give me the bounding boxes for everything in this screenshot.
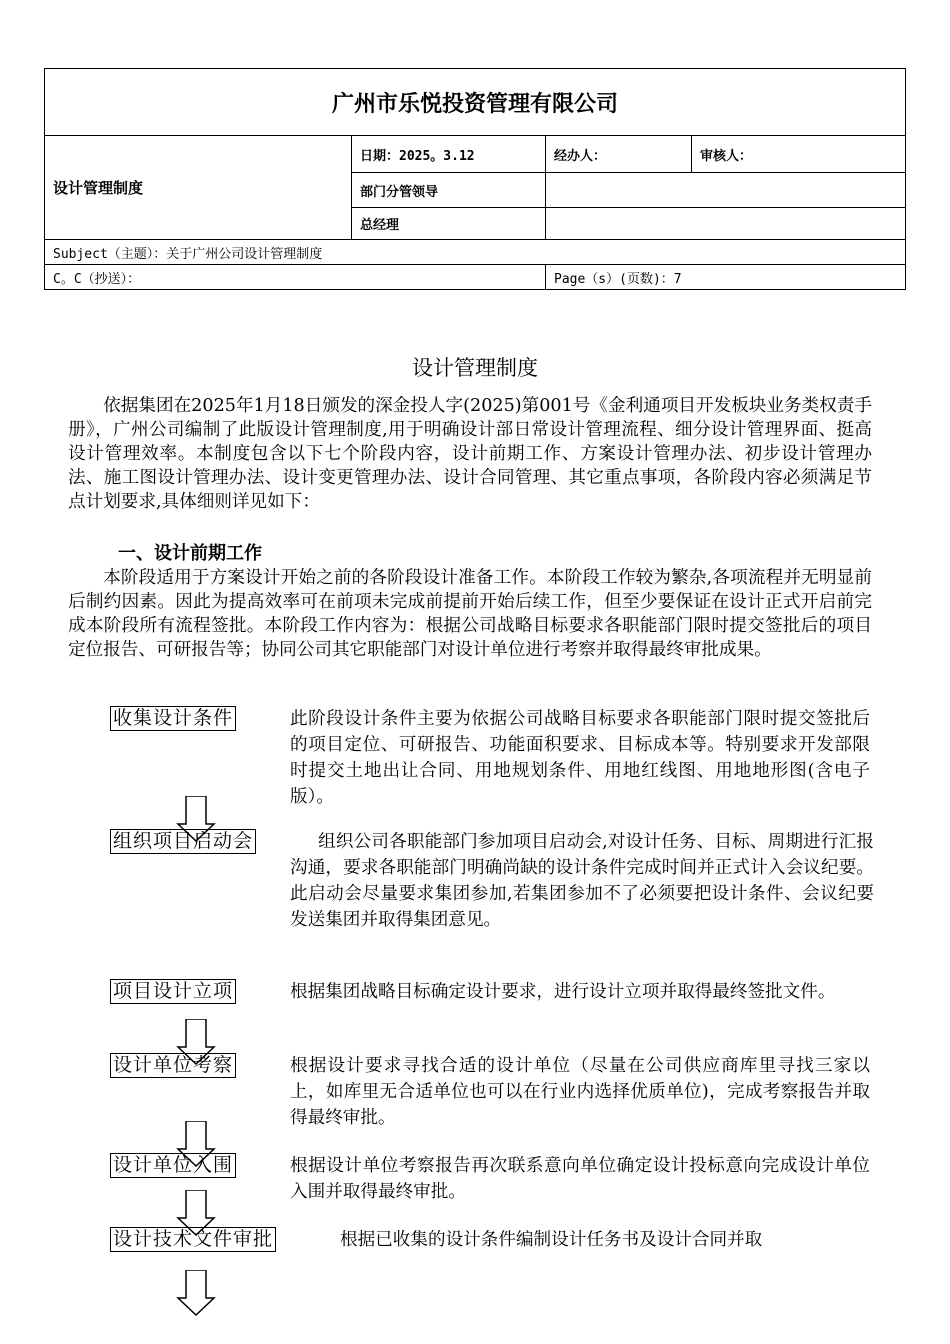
flow-desc-project: 根据集团战略目标确定设计要求，进行设计立项并取得最终签批文件。 xyxy=(290,982,836,1002)
pages-field: Page（s）(页数)：7 xyxy=(546,265,906,290)
flow-step-inspect: 设计单位考察 xyxy=(110,1053,236,1078)
down-arrow-icon xyxy=(176,1270,216,1316)
flow-desc-tech-docs: 根据已收集的设计条件编制设计任务书及设计合同并取 xyxy=(340,1230,763,1250)
flow-step-collect: 收集设计条件 xyxy=(110,706,236,731)
date-field: 日期：2025。3.12 xyxy=(352,136,546,173)
gm-field: 总经理 xyxy=(352,208,546,240)
dept-leader-field: 部门分管领导 xyxy=(352,173,546,208)
flow-desc-collect: 此阶段设计条件主要为依据公司战略目标要求各职能部门限时提交签批后的项目定位、可研报告、功能面积要求、目标成本等。特别要求开发部限时提交土地出让合同、用地规划条件、用地红线图、用地地形图(含电子版）。 xyxy=(290,709,870,807)
flow-step-tech-docs: 设计技术文件审批 xyxy=(110,1227,276,1252)
flow-step-project: 项目设计立项 xyxy=(110,979,236,1004)
company-name: 广州市乐悦投资管理有限公司 xyxy=(45,69,906,136)
section1-heading: 一、设计前期工作 xyxy=(118,543,262,564)
reviewer-field: 审核人： xyxy=(692,136,906,173)
handler-field: 经办人： xyxy=(546,136,692,173)
intro-paragraph: 依据集团在2025年1月18日颁发的深金投人字(2025)第001号《金利通项目开发板块业务类权责手册》，广州公司编制了此版设计管理制度,用于明确设计部日常设计管理流程、细分设计管理界面、挺高设计管理效率。本制度包含以下七个阶段内容，设计前期工作、方案设计管理办法、初步设计管理办法、施工图设计管理办法、设计变更管理办法、设计合同管理、其它重点事项，各阶段内容必须满足节点计划要求,具体细则详见如下： xyxy=(68,396,872,512)
section1-paragraph: 本阶段适用于方案设计开始之前的各阶段设计准备工作。本阶段工作较为繁杂,各项流程并无明显前后制约因素。因此为提高效率可在前项未完成前提前开始后续工作，但至少要保证在设计正式开启前完成本阶段所有流程签批。本阶段工作内容为：根据公司战略目标要求各职能部门限时提交签批后的项目定位报告、可研报告等；协同公司其它职能部门对设计单位进行考察并取得最终审批成果。 xyxy=(68,568,872,660)
flow-desc-kickoff: 组织公司各职能部门参加项目启动会,对设计任务、目标、周期进行汇报沟通，要求各职能部门明确尚缺的设计条件完成时间并正式计入会议纪要。此启动会尽量要求集团参加,若集团参加不了必须要把设计条件、会议纪要发送集团并取得集团意见。 xyxy=(290,832,874,930)
flow-step-kickoff: 组织项目启动会 xyxy=(110,829,256,854)
flow-desc-inspect: 根据设计要求寻找合适的设计单位（尽量在公司供应商库里寻找三家以上，如库里无合适单位也可以在行业内选择优质单位)，完成考察报告并取得最终审批。 xyxy=(290,1056,870,1128)
cc-field: C。C（抄送）： xyxy=(45,265,546,290)
doc-name: 设计管理制度 xyxy=(45,136,352,240)
doc-title: 设计管理制度 xyxy=(412,356,538,380)
header-table xyxy=(44,68,906,290)
subject-row: Subject（主题）：关于广州公司设计管理制度 xyxy=(45,240,906,265)
flow-desc-shortlist: 根据设计单位考察报告再次联系意向单位确定设计投标意向完成设计单位入围并取得最终审批。 xyxy=(290,1156,870,1202)
dept-leader-value xyxy=(546,173,906,208)
gm-value xyxy=(546,208,906,240)
flow-step-shortlist: 设计单位入围 xyxy=(110,1153,236,1178)
